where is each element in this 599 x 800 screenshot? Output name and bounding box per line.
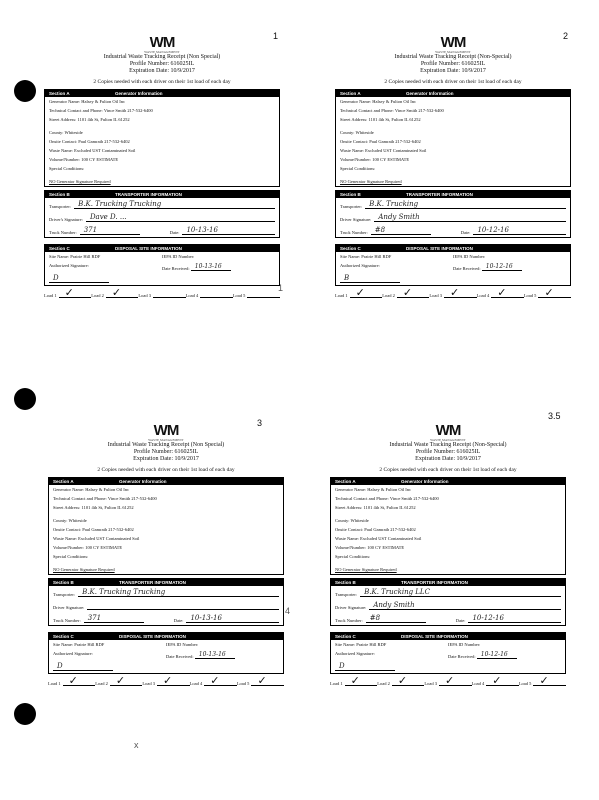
date-received-label: Date Received:: [162, 266, 190, 271]
section-a-header: [45, 90, 279, 97]
load-entry: [429, 288, 476, 298]
date-received-value[interactable]: 10-13-16: [198, 651, 226, 658]
load-checkbox-line[interactable]: [392, 676, 425, 686]
no-generator-signature: NO Generator Signature Required: [53, 567, 115, 572]
load-entry: [237, 676, 284, 686]
load-checkbox-line[interactable]: [486, 676, 519, 686]
load-label: Load 5: [518, 681, 532, 686]
wm-logo: WM: [149, 34, 175, 51]
load-label: Load 1: [335, 293, 348, 298]
section-a-label: Section A: [53, 479, 74, 484]
load-entry: [330, 676, 377, 686]
truck-number-label: Truck Number:: [340, 230, 368, 235]
section-c-box: [335, 244, 571, 286]
authorized-signature-value[interactable]: D: [53, 274, 59, 282]
date-value[interactable]: 10-13-16: [190, 614, 222, 622]
receipt-title: Industrial Waste Tracking Receipt (Non-Special): [389, 442, 507, 448]
receipt-title: Industrial Waste Tracking Receipt (Non Special): [107, 442, 225, 448]
load-label: Load 3: [424, 681, 438, 686]
transporter-value[interactable]: B.K. Trucking: [369, 200, 419, 208]
section-b-box: [330, 578, 566, 626]
section-b-label: Section B: [49, 192, 70, 197]
section-c-box: [330, 632, 566, 674]
load-entry: [377, 676, 424, 686]
transporter-label: Transporter:: [49, 204, 72, 209]
copies-note: 2 Copies needed with each driver on their 1st load of each day: [384, 79, 522, 85]
load-entry: [91, 288, 138, 298]
load-entry: [190, 676, 237, 686]
transporter-field: [49, 586, 283, 599]
punch-hole: [14, 80, 36, 102]
truck-date-field: [49, 612, 283, 625]
wm-logo-subtext: WASTE MANAGEMENT: [144, 50, 180, 54]
section-a-box: [44, 89, 280, 187]
load-label: Load 1: [44, 293, 57, 298]
waste-receipt-ticket: [44, 36, 280, 298]
section-a-label: Section A: [340, 91, 361, 96]
section-b-header: [336, 191, 570, 198]
waste-receipt-ticket: [335, 36, 571, 298]
page-number: 1: [273, 31, 279, 41]
volume-number: Volume/Number: 100 CY ESTIMATE: [340, 157, 410, 162]
section-b-label: Section B: [335, 580, 356, 585]
special-conditions: Special Conditions:: [335, 554, 371, 559]
technical-contact: Technical Contact and Phone: Vince Smith 217-532-6400: [53, 496, 157, 501]
no-generator-signature: NO Generator Signature Required: [340, 179, 402, 184]
load-entry: [382, 288, 429, 298]
county: County: Whiteside: [53, 518, 87, 523]
check-mark-icon: ✓: [163, 674, 173, 687]
driver-signature-value[interactable]: Andy Smith: [373, 601, 415, 609]
county: County: Whiteside: [49, 130, 83, 135]
check-mark-icon: ✓: [64, 286, 74, 299]
punch-hole: [14, 388, 36, 410]
special-conditions: Special Conditions:: [340, 166, 376, 171]
date-label: Date:: [455, 618, 466, 623]
date-value[interactable]: 10-13-16: [186, 226, 218, 234]
transporter-info-title: TRANSPORTER INFORMATION: [119, 580, 186, 585]
wm-logo: WM: [440, 34, 466, 51]
load-label: Load 4: [476, 293, 490, 298]
load-checkbox-line[interactable]: [63, 676, 96, 686]
expiration-date: Expiration Date: 10/9/2017: [133, 456, 199, 462]
load-entry: [95, 676, 142, 686]
authorized-signature-label: Authorized Signature:: [53, 651, 93, 656]
profile-number: Profile Number: 616025IL: [420, 61, 486, 67]
truck-number-value[interactable]: #8: [369, 614, 381, 622]
iepa-id-number: IEPA ID Number:: [166, 642, 199, 647]
volume-number: Volume/Number: 100 CY ESTIMATE: [53, 545, 123, 550]
wm-logo-subtext: WASTE MANAGEMENT: [148, 438, 184, 442]
section-b-box: [44, 190, 280, 238]
section-c-header: [331, 633, 565, 640]
load-checkbox-line[interactable]: [439, 676, 472, 686]
section-a-label: Section A: [335, 479, 356, 484]
section-c-label: Section C: [53, 634, 74, 639]
expiration-date: Expiration Date: 10/9/2017: [415, 456, 481, 462]
waste-name: Waste Name: Excluded UST Contaminated Soil: [335, 536, 422, 541]
date-label: Date:: [169, 230, 180, 235]
punch-hole: [14, 703, 36, 725]
margin-mark: 1: [278, 283, 284, 293]
check-mark-icon: ✓: [492, 674, 502, 687]
technical-contact: Technical Contact and Phone: Vince Smith 217-532-6400: [49, 108, 153, 113]
generator-info-title: Generator Information: [406, 91, 454, 96]
street-address: Street Address: 1101 4th St, Fulton IL 61252: [49, 117, 130, 122]
load-entry: [519, 676, 566, 686]
authorized-signature-value[interactable]: D: [57, 662, 63, 670]
transporter-value[interactable]: B.K. Trucking Trucking: [82, 588, 166, 596]
technical-contact: Technical Contact and Phone: Vince Smith 217-532-6400: [340, 108, 444, 113]
site-name: Site Name: Prairie Hill RDF: [335, 642, 387, 647]
load-entry: [477, 288, 524, 298]
transporter-value[interactable]: B.K. Trucking LLC: [364, 588, 430, 596]
section-a-box: [48, 477, 284, 575]
load-label: Load 5: [236, 681, 250, 686]
transporter-info-title: TRANSPORTER INFORMATION: [406, 192, 473, 197]
load-entry: [142, 676, 189, 686]
load-label: Load 3: [142, 681, 156, 686]
onsite-contact: Onsite Contact: Paul Gamrath 217-532-6402: [53, 527, 134, 532]
authorized-signature-value[interactable]: B: [344, 274, 350, 282]
copies-note: 2 Copies needed with each driver on their 1st load of each day: [97, 467, 235, 473]
load-label: Load 2: [382, 293, 395, 298]
section-b-box: [48, 578, 284, 626]
driver-signature-value[interactable]: Andy Smith: [378, 213, 420, 221]
date-received-label: Date Received:: [453, 266, 481, 271]
load-label: Load 4: [185, 293, 199, 298]
no-generator-signature: NO Generator Signature Required: [49, 179, 111, 184]
onsite-contact: Onsite Contact: Paul Gamrath 217-532-6402: [49, 139, 130, 144]
load-checkbox-line[interactable]: [397, 288, 430, 298]
receipt-title: Industrial Waste Tracking Receipt (Non Special): [103, 54, 221, 60]
truck-date-field: [331, 612, 565, 625]
check-mark-icon: ✓: [115, 674, 126, 687]
wm-logo: WM: [435, 422, 461, 439]
margin-mark: x: [134, 740, 139, 750]
load-checkbox-line[interactable]: [491, 288, 524, 298]
check-mark-icon: ✓: [68, 674, 78, 687]
site-name: Site Name: Prairie Hill RDF: [340, 254, 392, 259]
load-label: Load 3: [429, 293, 443, 298]
page-number: 3.5: [548, 411, 561, 421]
check-mark-icon: ✓: [355, 286, 365, 299]
waste-name: Waste Name: Excluded UST Contaminated Soil: [53, 536, 140, 541]
driver-signature-label: Driver Signature:: [335, 605, 367, 610]
load-entry: [233, 288, 280, 298]
profile-number: Profile Number: 616025IL: [133, 449, 199, 455]
check-mark-icon: ✓: [257, 674, 267, 687]
check-mark-icon: ✓: [539, 674, 549, 687]
driver-signature-label: Driver's Signature:: [49, 217, 83, 222]
load-label: Load 2: [91, 293, 104, 298]
date-received-label: Date Received:: [166, 654, 194, 659]
generator-info-title: Generator Information: [115, 91, 163, 96]
generator-name: Generator Name: Halsey & Fulton Oil Inc: [49, 99, 125, 104]
load-checkbox-line[interactable]: [204, 676, 237, 686]
street-address: Street Address: 1101 4th St, Fulton IL 61252: [53, 505, 134, 510]
transporter-field: [331, 586, 565, 599]
truck-number-label: Truck Number:: [49, 230, 77, 235]
section-a-box: [330, 477, 566, 575]
truck-number-value[interactable]: #8: [374, 226, 386, 234]
authorized-signature-label: Authorized Signature:: [49, 263, 89, 268]
load-entry: [48, 676, 95, 686]
load-entry: [472, 676, 519, 686]
transporter-label: Transporter:: [340, 204, 363, 209]
disposal-info-title: DISPOSAL SITE INFORMATION: [401, 634, 468, 639]
section-c-label: Section C: [340, 246, 361, 251]
load-checkbox-line[interactable]: [538, 288, 571, 298]
load-entry: [138, 288, 185, 298]
copies-note: 2 Copies needed with each driver on their 1st load of each day: [93, 79, 231, 85]
expiration-date: Expiration Date: 10/9/2017: [420, 68, 486, 74]
load-checkbox-line[interactable]: [106, 288, 139, 298]
load-checklist: [330, 676, 566, 686]
transporter-info-title: TRANSPORTER INFORMATION: [115, 192, 182, 197]
load-entry: [186, 288, 233, 298]
load-checkbox-line[interactable]: [444, 288, 477, 298]
load-label: Load 4: [189, 681, 203, 686]
onsite-contact: Onsite Contact: Paul Gamrath 217-532-6402: [335, 527, 416, 532]
date-received-value[interactable]: 10-12-16: [485, 263, 513, 270]
driver-signature-field: [45, 211, 279, 224]
load-label: Load 5: [523, 293, 537, 298]
date-label: Date:: [173, 618, 184, 623]
load-checkbox-line[interactable]: [345, 676, 378, 686]
section-a-label: Section A: [49, 91, 70, 96]
copies-note: 2 Copies needed with each driver on their 1st load of each day: [379, 467, 517, 473]
transporter-label: Transporter:: [53, 592, 76, 597]
date-received-value[interactable]: 10-12-16: [480, 651, 508, 658]
check-mark-icon: ✓: [544, 286, 554, 299]
iepa-id-number: IEPA ID Number:: [448, 642, 481, 647]
generator-name: Generator Name: Halsey & Fulton Oil Inc: [53, 487, 129, 492]
load-label: Load 1: [48, 681, 61, 686]
section-a-header: [49, 478, 283, 485]
load-checkbox-line[interactable]: [157, 676, 190, 686]
section-b-header: [49, 579, 283, 586]
profile-number: Profile Number: 616025IL: [415, 449, 481, 455]
load-entry: [335, 288, 382, 298]
section-a-box: [335, 89, 571, 187]
section-b-box: [335, 190, 571, 238]
driver-signature-field: [49, 599, 283, 612]
driver-signature-field: [331, 599, 565, 612]
section-c-label: Section C: [335, 634, 356, 639]
check-mark-icon: ✓: [111, 286, 122, 299]
check-mark-icon: ✓: [497, 286, 507, 299]
waste-receipt-ticket: [48, 424, 284, 686]
load-label: Load 2: [377, 681, 390, 686]
load-checkbox-line[interactable]: [110, 676, 143, 686]
iepa-id-number: IEPA ID Number:: [162, 254, 195, 259]
check-mark-icon: ✓: [445, 674, 455, 687]
truck-date-field: [45, 224, 279, 237]
load-checkbox-line[interactable]: [200, 288, 233, 298]
load-label: Load 5: [232, 293, 246, 298]
generator-info-title: Generator Information: [119, 479, 167, 484]
section-c-header: [49, 633, 283, 640]
section-b-header: [45, 191, 279, 198]
generator-name: Generator Name: Halsey & Fulton Oil Inc: [340, 99, 416, 104]
check-mark-icon: ✓: [350, 674, 360, 687]
special-conditions: Special Conditions:: [49, 166, 85, 171]
section-a-header: [331, 478, 565, 485]
section-c-box: [48, 632, 284, 674]
receipt-title: Industrial Waste Tracking Receipt (Non-Special): [394, 54, 512, 60]
wm-logo-subtext: WASTE MANAGEMENT: [435, 50, 471, 54]
load-checklist: [48, 676, 284, 686]
authorized-signature-value[interactable]: D: [339, 662, 345, 670]
load-checkbox-line[interactable]: [350, 288, 383, 298]
section-b-label: Section B: [340, 192, 361, 197]
load-checkbox-line[interactable]: [153, 288, 186, 298]
load-checkbox-line[interactable]: [251, 676, 284, 686]
profile-number: Profile Number: 616025IL: [129, 61, 195, 67]
truck-number-value[interactable]: 371: [87, 614, 102, 622]
section-a-header: [336, 90, 570, 97]
load-checkbox-line[interactable]: [247, 288, 280, 298]
load-entry: [524, 288, 571, 298]
check-mark-icon: ✓: [210, 674, 220, 687]
volume-number: Volume/Number: 100 CY ESTIMATE: [335, 545, 405, 550]
generator-name: Generator Name: Halsey & Fulton Oil Inc: [335, 487, 411, 492]
wm-logo-subtext: WASTE MANAGEMENT: [430, 438, 466, 442]
county: County: Whiteside: [335, 518, 369, 523]
special-conditions: Special Conditions:: [53, 554, 89, 559]
waste-name: Waste Name: Excluded UST Contaminated Soil: [340, 148, 427, 153]
authorized-signature-label: Authorized Signature:: [340, 263, 380, 268]
driver-signature-value[interactable]: Dave D. ...: [89, 213, 127, 221]
check-mark-icon: ✓: [450, 286, 460, 299]
transporter-info-title: TRANSPORTER INFORMATION: [401, 580, 468, 585]
county: County: Whiteside: [340, 130, 374, 135]
section-c-header: [45, 245, 279, 252]
transporter-value[interactable]: B.K. Trucking Trucking: [78, 200, 162, 208]
site-name: Site Name: Prairie Hill RDF: [53, 642, 105, 647]
disposal-info-title: DISPOSAL SITE INFORMATION: [115, 246, 182, 251]
driver-signature-label: Driver Signature:: [53, 605, 85, 610]
transporter-field: [336, 198, 570, 211]
date-value[interactable]: 10-12-16: [472, 614, 504, 622]
load-label: Load 4: [471, 681, 485, 686]
section-b-label: Section B: [53, 580, 74, 585]
transporter-label: Transporter:: [335, 592, 358, 597]
street-address: Street Address: 1101 4th St, Fulton IL 61252: [340, 117, 421, 122]
page-number: 3: [257, 418, 263, 428]
truck-number-label: Truck Number:: [53, 618, 81, 623]
waste-receipt-ticket: [330, 424, 566, 686]
date-received-label: Date Received:: [448, 654, 476, 659]
disposal-info-title: DISPOSAL SITE INFORMATION: [119, 634, 186, 639]
driver-signature-field: [336, 211, 570, 224]
iepa-id-number: IEPA ID Number:: [453, 254, 486, 259]
check-mark-icon: ✓: [397, 674, 408, 687]
load-label: Load 1: [330, 681, 343, 686]
load-label: Load 3: [138, 293, 152, 298]
driver-signature-label: Driver Signature:: [340, 217, 372, 222]
load-entry: [44, 288, 91, 298]
section-c-box: [44, 244, 280, 286]
onsite-contact: Onsite Contact: Paul Gamrath 217-532-6402: [340, 139, 421, 144]
generator-info-title: Generator Information: [401, 479, 449, 484]
waste-name: Waste Name: Excluded UST Contaminated Soil: [49, 148, 136, 153]
expiration-date: Expiration Date: 10/9/2017: [129, 68, 195, 74]
volume-number: Volume/Number: 100 CY ESTIMATE: [49, 157, 119, 162]
truck-date-field: [336, 224, 570, 237]
section-c-label: Section C: [49, 246, 70, 251]
section-b-header: [331, 579, 565, 586]
truck-number-label: Truck Number:: [335, 618, 363, 623]
street-address: Street Address: 1101 4th St, Fulton IL 61252: [335, 505, 416, 510]
check-mark-icon: ✓: [402, 286, 413, 299]
no-generator-signature: NO Generator Signature Required: [335, 567, 397, 572]
disposal-info-title: DISPOSAL SITE INFORMATION: [406, 246, 473, 251]
load-checkbox-line[interactable]: [533, 676, 566, 686]
load-checkbox-line[interactable]: [59, 288, 92, 298]
load-entry: [424, 676, 471, 686]
date-received-value[interactable]: 10-13-16: [194, 263, 222, 270]
transporter-field: [45, 198, 279, 211]
load-checklist: [44, 288, 280, 298]
section-c-header: [336, 245, 570, 252]
load-checklist: [335, 288, 571, 298]
truck-number-value[interactable]: 371: [83, 226, 98, 234]
date-label: Date:: [460, 230, 471, 235]
wm-logo: WM: [153, 422, 179, 439]
load-label: Load 2: [95, 681, 108, 686]
page-number: 2: [563, 31, 569, 41]
authorized-signature-label: Authorized Signature:: [335, 651, 375, 656]
margin-mark: 4: [285, 606, 291, 616]
date-value[interactable]: 10-12-16: [477, 226, 509, 234]
technical-contact: Technical Contact and Phone: Vince Smith 217-532-6400: [335, 496, 439, 501]
site-name: Site Name: Prairie Hill RDF: [49, 254, 101, 259]
